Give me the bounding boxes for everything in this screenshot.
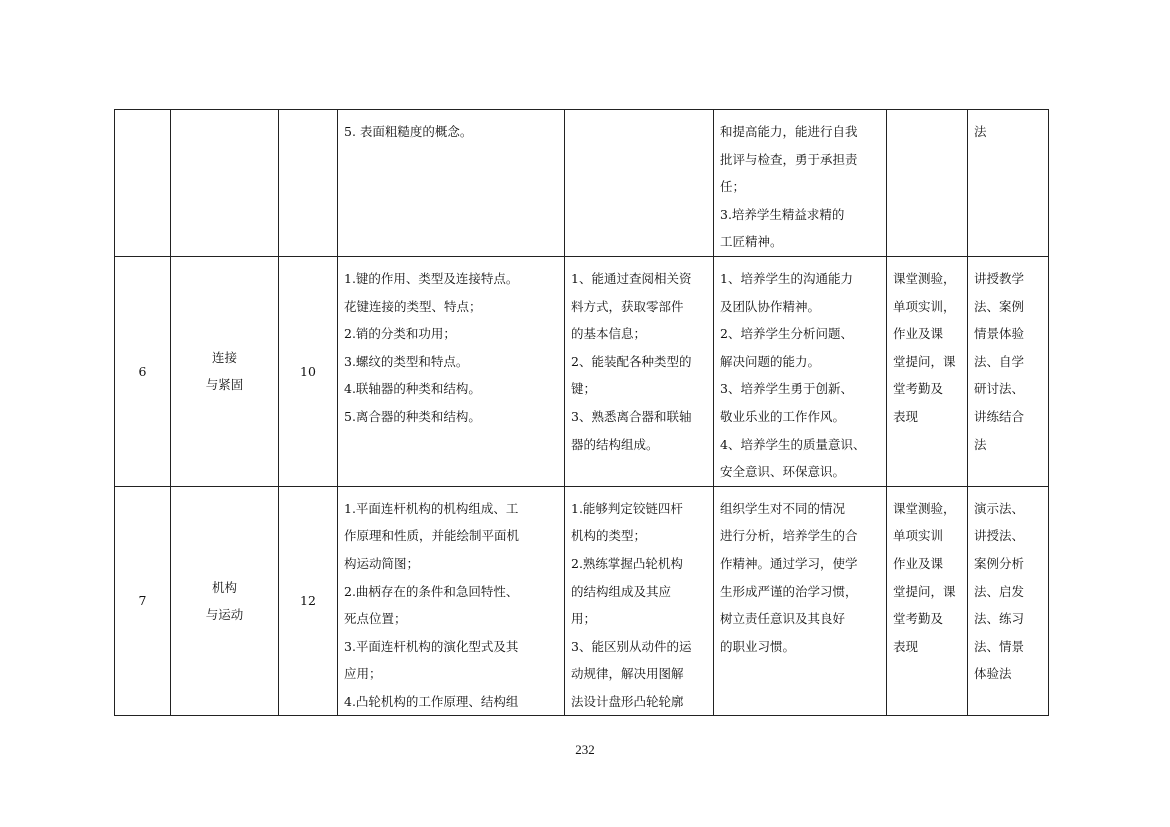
cell-ability <box>565 486 714 716</box>
cell-line: 3、能区别从动件的运 <box>571 638 692 654</box>
cell-line: 任； <box>720 179 746 195</box>
cell-line: 动规律，解决用图解 <box>571 666 684 682</box>
cell-line: 进行分析，培养学生的合 <box>720 528 858 544</box>
table-row <box>115 110 1049 257</box>
cell-line: 单项实训 <box>893 528 944 544</box>
cell-ability <box>565 110 714 257</box>
cell-line: 解决问题的能力。 <box>720 353 821 369</box>
cell-method <box>968 256 1049 486</box>
cell-line: 批评与检查，勇于承担责 <box>720 151 858 167</box>
cell-line: 树立责任意识及其良好 <box>720 611 846 627</box>
cell-line: 堂提问，课 <box>893 353 956 369</box>
cell-line: 法、启发 <box>974 583 1025 599</box>
cell-line: 体验法 <box>974 666 1012 682</box>
cell-line: 案例分析 <box>974 555 1025 571</box>
cell-line: 应用； <box>344 666 382 682</box>
cell-line: 4.凸轮机构的工作原理、结构组 <box>344 693 519 709</box>
cell-line: 作业及课 <box>893 326 944 342</box>
cell-line: 生形成严谨的治学习惯， <box>720 583 858 599</box>
cell-line: 作原理和性质，并能绘制平面机 <box>344 528 520 544</box>
cell-method <box>968 110 1049 257</box>
cell-line: 研讨法、 <box>974 381 1025 397</box>
cell-line: 4、培养学生的质量意识、 <box>720 436 866 452</box>
cell-line: 1.平面连杆机构的机构组成、工 <box>344 500 519 516</box>
cell-quality <box>714 486 887 716</box>
cell-line: 5. 表面粗糙度的概念。 <box>344 124 473 139</box>
cell-line: 3.螺纹的类型和特点。 <box>344 353 469 369</box>
cell-line: 机构 <box>211 579 237 595</box>
cell-line: 的基本信息； <box>571 326 647 342</box>
cell-line: 3.培养学生精益求精的 <box>720 206 845 222</box>
cell-line: 器的结构组成。 <box>571 436 659 452</box>
cell-line: 工匠精神。 <box>720 234 783 250</box>
cell-line: 3、培养学生勇于创新、 <box>720 381 853 397</box>
cell-line: 2、培养学生分析问题、 <box>720 326 853 342</box>
cell-line: 1.能够判定铰链四杆 <box>571 500 683 516</box>
cell-method <box>968 486 1049 716</box>
cell-hours: 12 <box>279 486 338 716</box>
cell-knowledge <box>338 256 565 486</box>
cell-line: 构运动简图； <box>344 555 420 571</box>
cell-line: 演示法、 <box>974 500 1025 516</box>
cell-line: 2.曲柄存在的条件和急回特性、 <box>344 583 519 599</box>
cell-ability <box>565 256 714 486</box>
cell-line: 情景体验 <box>974 326 1025 342</box>
cell-line: 花键连接的类型、特点； <box>344 298 482 314</box>
cell-line: 法、情景 <box>974 638 1025 654</box>
cell-line: 2.熟练掌握凸轮机构 <box>571 555 683 571</box>
cell-line: 1、培养学生的沟通能力 <box>720 270 853 286</box>
cell-line: 堂提问，课 <box>893 583 956 599</box>
cell-line: 表现 <box>893 638 919 654</box>
cell-line: 1.键的作用、类型及连接特点。 <box>344 270 519 286</box>
cell-unit-title <box>171 256 279 486</box>
cell-line: 敬业乐业的工作作风。 <box>720 408 846 424</box>
cell-quality <box>714 110 887 257</box>
cell-line: 组织学生对不同的情况 <box>720 500 846 516</box>
cell-line: 课堂测验， <box>893 500 956 516</box>
cell-assessment <box>887 486 968 716</box>
cell-line: 2、能装配各种类型的 <box>571 353 692 369</box>
cell-line: 法设计盘形凸轮轮廓 <box>571 693 684 709</box>
cell-line: 讲练结合 <box>974 408 1025 424</box>
cell-line: 及团队协作精神。 <box>720 298 821 314</box>
cell-line: 作业及课 <box>893 555 944 571</box>
cell-line: 机构的类型； <box>571 528 647 544</box>
cell-line: 法、自学 <box>974 353 1025 369</box>
cell-line: 3、熟悉离合器和联轴 <box>571 408 692 424</box>
cell-unit-title <box>171 486 279 716</box>
cell-assessment <box>887 256 968 486</box>
cell-line: 5.离合器的种类和结构。 <box>344 408 481 424</box>
cell-line: 用； <box>571 611 597 627</box>
cell-hours: 10 <box>279 256 338 486</box>
cell-line: 1、能通过查阅相关资 <box>571 270 692 286</box>
cell-line: 堂考勤及 <box>893 611 944 627</box>
cell-line: 和提高能力，能进行自我 <box>720 124 858 139</box>
course-table <box>114 109 1049 716</box>
cell-hours <box>279 110 338 257</box>
cell-line: 死点位置； <box>344 611 407 627</box>
cell-line: 法、案例 <box>974 298 1025 314</box>
cell-line: 讲授法、 <box>974 528 1025 544</box>
cell-line: 的结构组成及其应 <box>571 583 672 599</box>
cell-line: 课堂测验， <box>893 270 956 286</box>
cell-line: 料方式，获取零部件 <box>571 298 684 314</box>
cell-line: 单项实训， <box>893 298 956 314</box>
cell-line: 安全意识、环保意识。 <box>720 464 846 480</box>
table-row <box>115 256 1049 486</box>
cell-line: 的职业习惯。 <box>720 638 796 654</box>
cell-line: 与紧固 <box>205 377 244 393</box>
cell-line: 4.联轴器的种类和结构。 <box>344 381 481 397</box>
cell-line: 堂考勤及 <box>893 381 944 397</box>
cell-line: 法 <box>974 124 987 139</box>
cell-line: 与运动 <box>205 607 244 623</box>
cell-line: 表现 <box>893 408 919 424</box>
cell-line: 键； <box>571 381 597 397</box>
cell-knowledge <box>338 110 565 257</box>
cell-line: 3.平面连杆机构的演化型式及其 <box>344 638 519 654</box>
cell-unit-title <box>171 110 279 257</box>
cell-quality <box>714 256 887 486</box>
cell-line: 作精神。通过学习，使学 <box>720 555 858 571</box>
cell-line: 法 <box>974 436 987 452</box>
cell-line: 讲授教学 <box>974 270 1025 286</box>
cell-knowledge <box>338 486 565 716</box>
cell-number <box>115 110 171 257</box>
cell-line: 2.销的分类和功用； <box>344 326 456 342</box>
cell-line: 法、练习 <box>974 611 1025 627</box>
page-number: 232 <box>575 742 595 757</box>
table-row <box>115 486 1049 716</box>
cell-number: 6 <box>115 256 171 486</box>
cell-line: 连接 <box>211 349 237 365</box>
cell-number: 7 <box>115 486 171 716</box>
cell-assessment <box>887 110 968 257</box>
